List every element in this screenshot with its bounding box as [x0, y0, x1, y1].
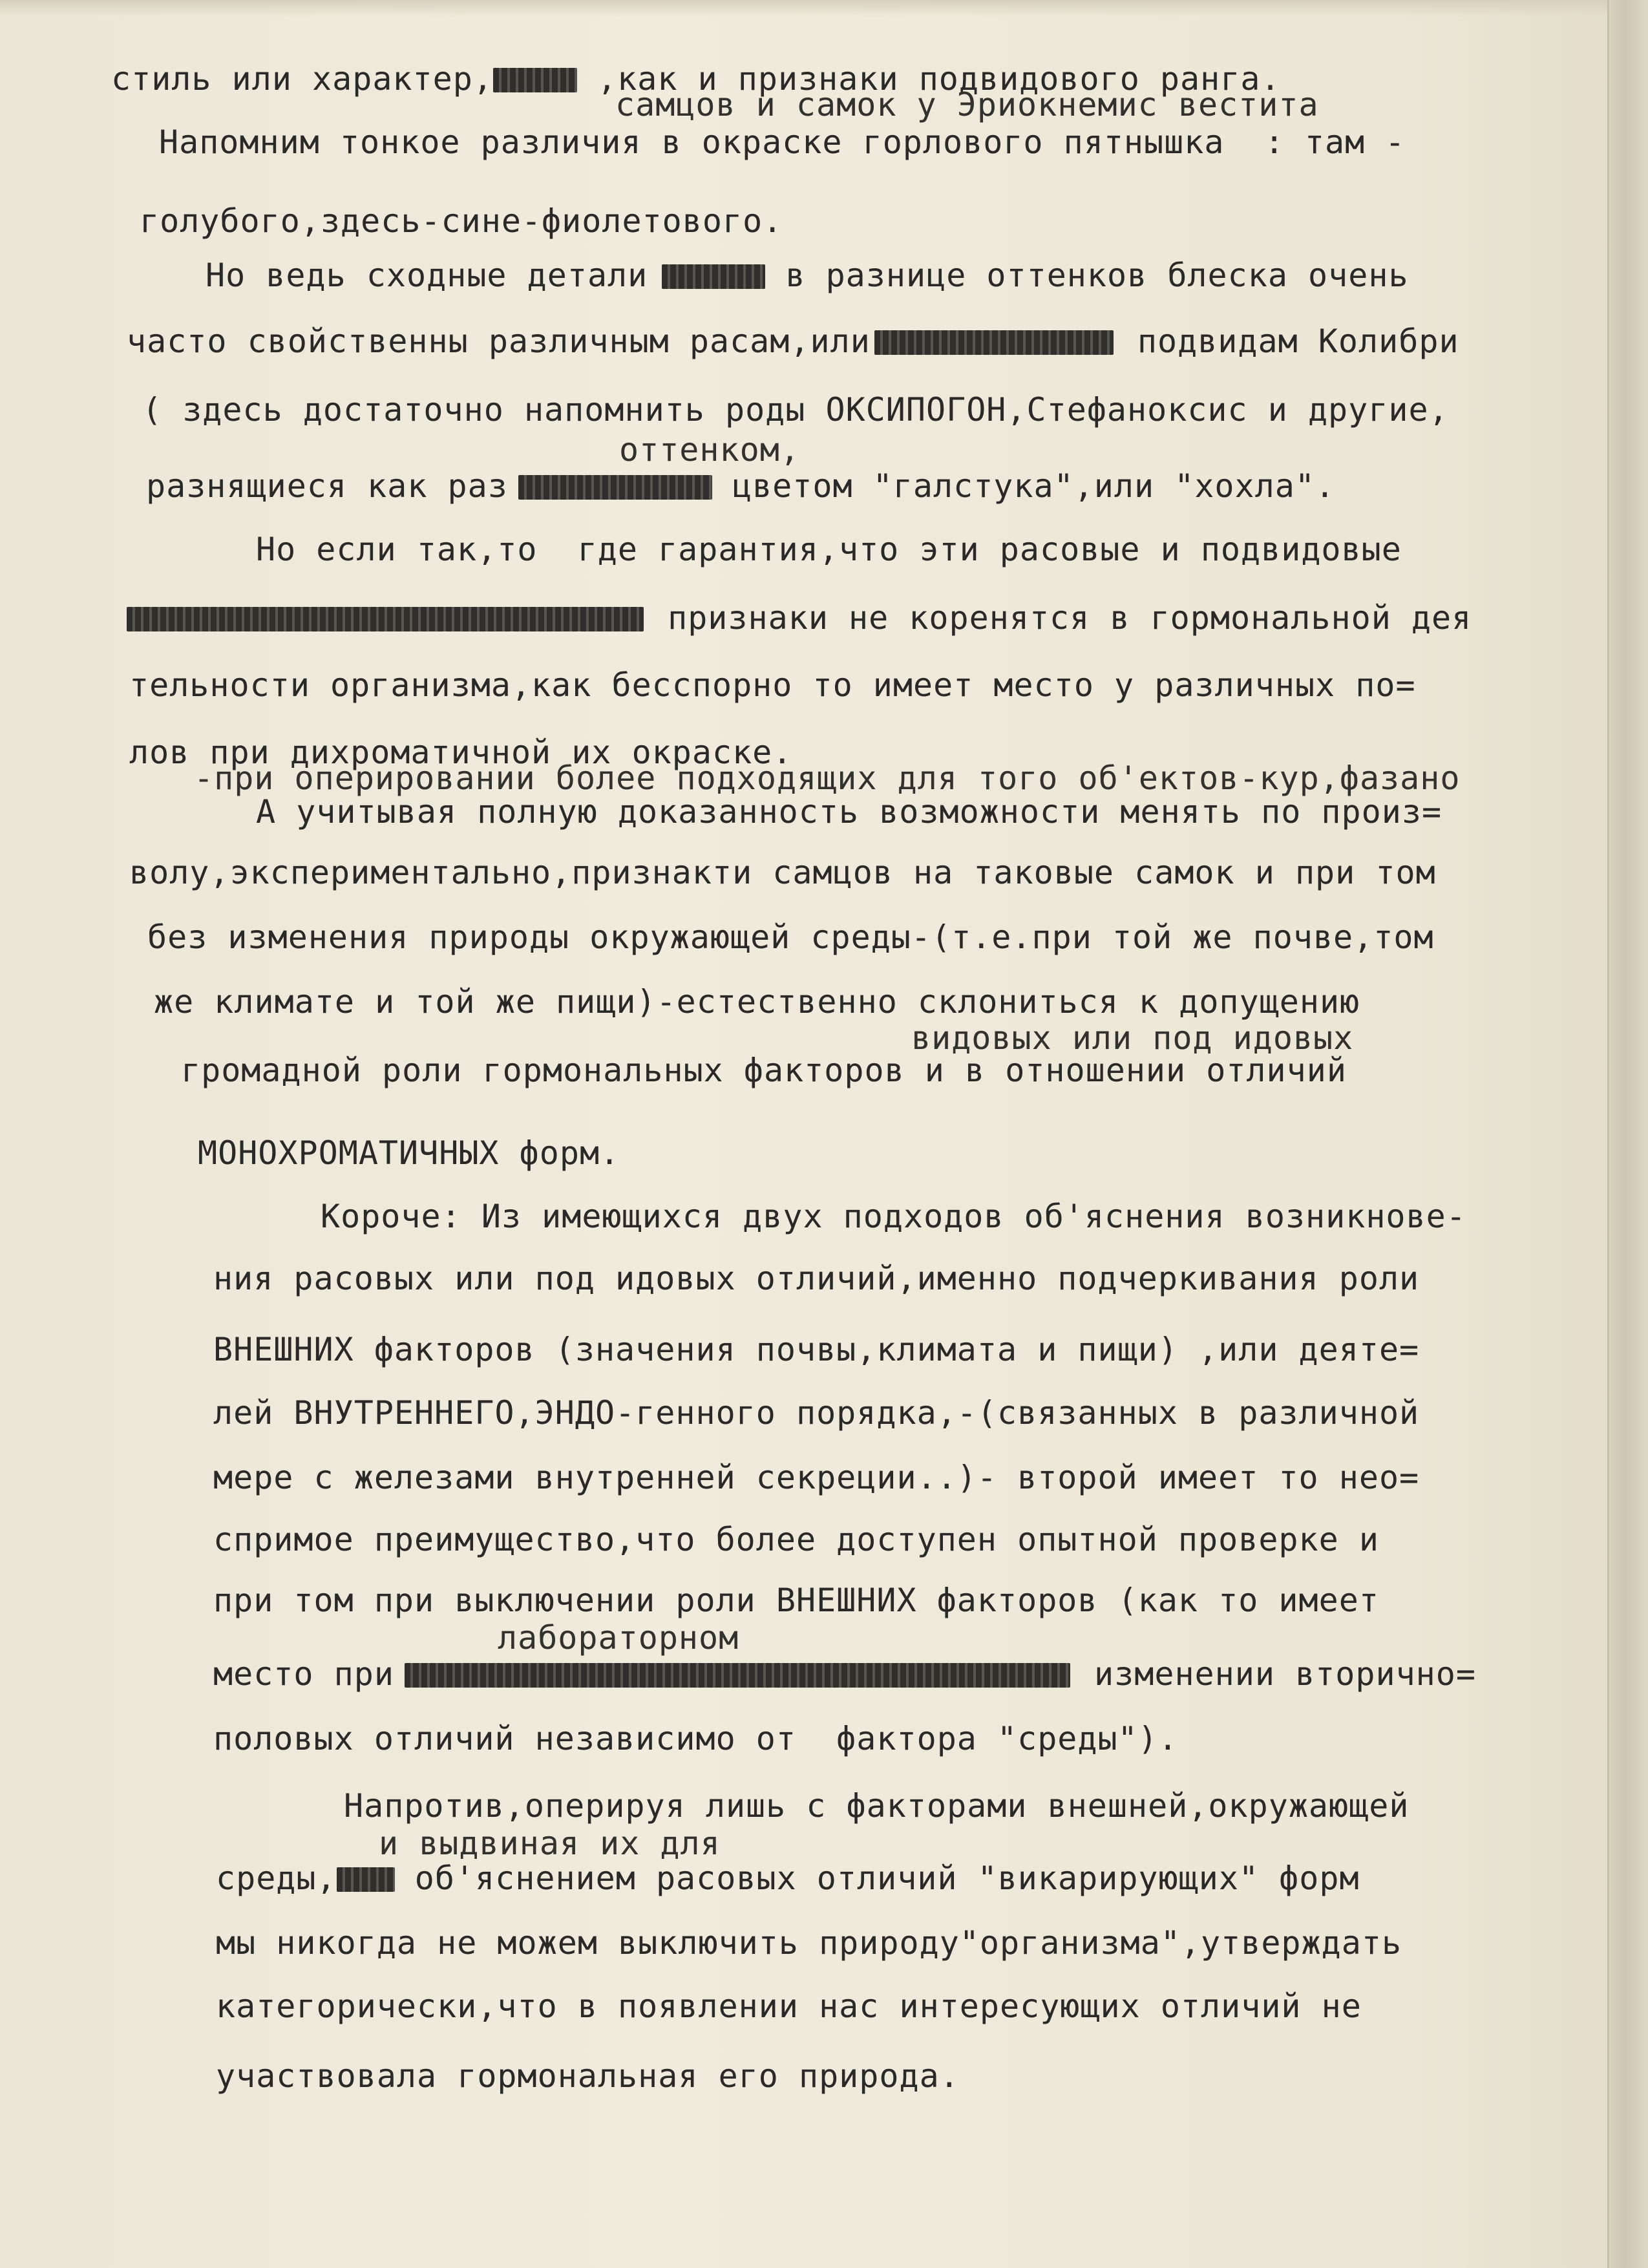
text-line: громадной роли гормональных факторов и в отношении отличий [181, 1052, 1347, 1089]
interlinear-insertion: лабораторном [498, 1619, 739, 1657]
text-line: МОНОХРОМАТИЧНЫХ форм. [198, 1134, 620, 1172]
text-line: лов при дихроматичной их окраске. [129, 734, 793, 771]
interlinear-insertion: самцов и самок у Эриокнемис вестита [615, 86, 1319, 123]
text-line: волу,экспериментально,признакти самцов на таковые самок и при том [129, 854, 1436, 891]
struck-out-word [493, 68, 577, 92]
text-line: признаки не коренятся в гормональной дея [127, 599, 1472, 637]
interlinear-insertion: и выдвиная их для [379, 1825, 721, 1862]
interlinear-insertion: оттенком, [619, 431, 800, 469]
text-line: разнящиеся как раз цветом "галстука",или "хохла". [146, 467, 1336, 505]
text-line: тельности организма,как бесспорно то имеет место у различных по= [129, 666, 1416, 704]
text-line: ВНЕШНИХ факторов (значения почвы,климата и пищи) ,или деяте= [213, 1331, 1420, 1368]
struck-out-word [874, 330, 1114, 355]
struck-out-word [662, 264, 765, 289]
text-line: спримое преимущество,что более доступен опытной проверке и [213, 1521, 1379, 1558]
text-line: А учитывая полную доказанность возможности менять по произ= [256, 793, 1442, 831]
struck-out-word [518, 475, 712, 500]
text-line: лей ВНУТРЕННЕГО,ЭНДО-генного порядка,-(связанных в различной [213, 1394, 1420, 1432]
text-line: Напомним тонкое различия в окраске горлового пятнышка : там - [159, 123, 1406, 161]
interlinear-insertion: -при оперировании более подходящих для того об'ектов-кур,фазано [194, 759, 1461, 797]
struck-out-word [337, 1867, 395, 1892]
text-line: ния расовых или под идовых отличий,именно подчеркивания роли [213, 1260, 1420, 1297]
text-line: часто свойственны различным расам,или подвидам Колибри [127, 323, 1459, 360]
text-line: категорически,что в появлении нас интересующих отличий не [216, 1987, 1362, 2025]
underlying-sheet-edge [1607, 0, 1648, 2268]
text-line: без изменения природы окружающей среды-(т.е.при той же почве,том [147, 918, 1434, 956]
text-line: голубого,здесь-сине-фиолетового. [140, 202, 783, 240]
text-line: место при изменении вторично= [213, 1655, 1476, 1693]
text-line: половых отличий независимо от фактора "среды"). [213, 1720, 1178, 1757]
text-line: мере с железами внутренней секреции..)- второй имеет то нео= [213, 1459, 1420, 1496]
text-line: при том при выключении роли ВНЕШНИХ факторов (как то имеет [213, 1582, 1379, 1619]
text-line: же климате и той же пищи)-естественно склониться к допущению [154, 983, 1360, 1021]
text-line: участвовала гормональная его природа. [216, 2057, 960, 2095]
struck-out-word [127, 607, 644, 631]
text-line: Короче: Из имеющихся двух подходов об'яснения возникнове- [321, 1198, 1466, 1235]
text-line: мы никогда не можем выключить природу"организма",утверждать [216, 1924, 1402, 1962]
text-line: Напротив,оперируя лишь с факторами внешней,окружающей [344, 1787, 1410, 1825]
struck-out-word [405, 1663, 1070, 1688]
text-line: ( здесь достаточно напомнить роды ОКСИПОГОН,Стефаноксис и другие, [142, 391, 1449, 429]
text-line: Но если так,то где гарантия,что эти расовые и подвидовые [256, 531, 1402, 568]
interlinear-insertion: видовых или под идовых [911, 1019, 1354, 1057]
text-line: Но ведь сходные детали в разнице оттенков блеска очень [206, 257, 1409, 294]
text-line: среды, об'яснением расовых отличий "викарирующих" форм [216, 1860, 1360, 1897]
text-line: стиль или характер, ,как и признаки подвидового ранга. [111, 60, 1281, 98]
torn-top-edge [0, 0, 1609, 17]
